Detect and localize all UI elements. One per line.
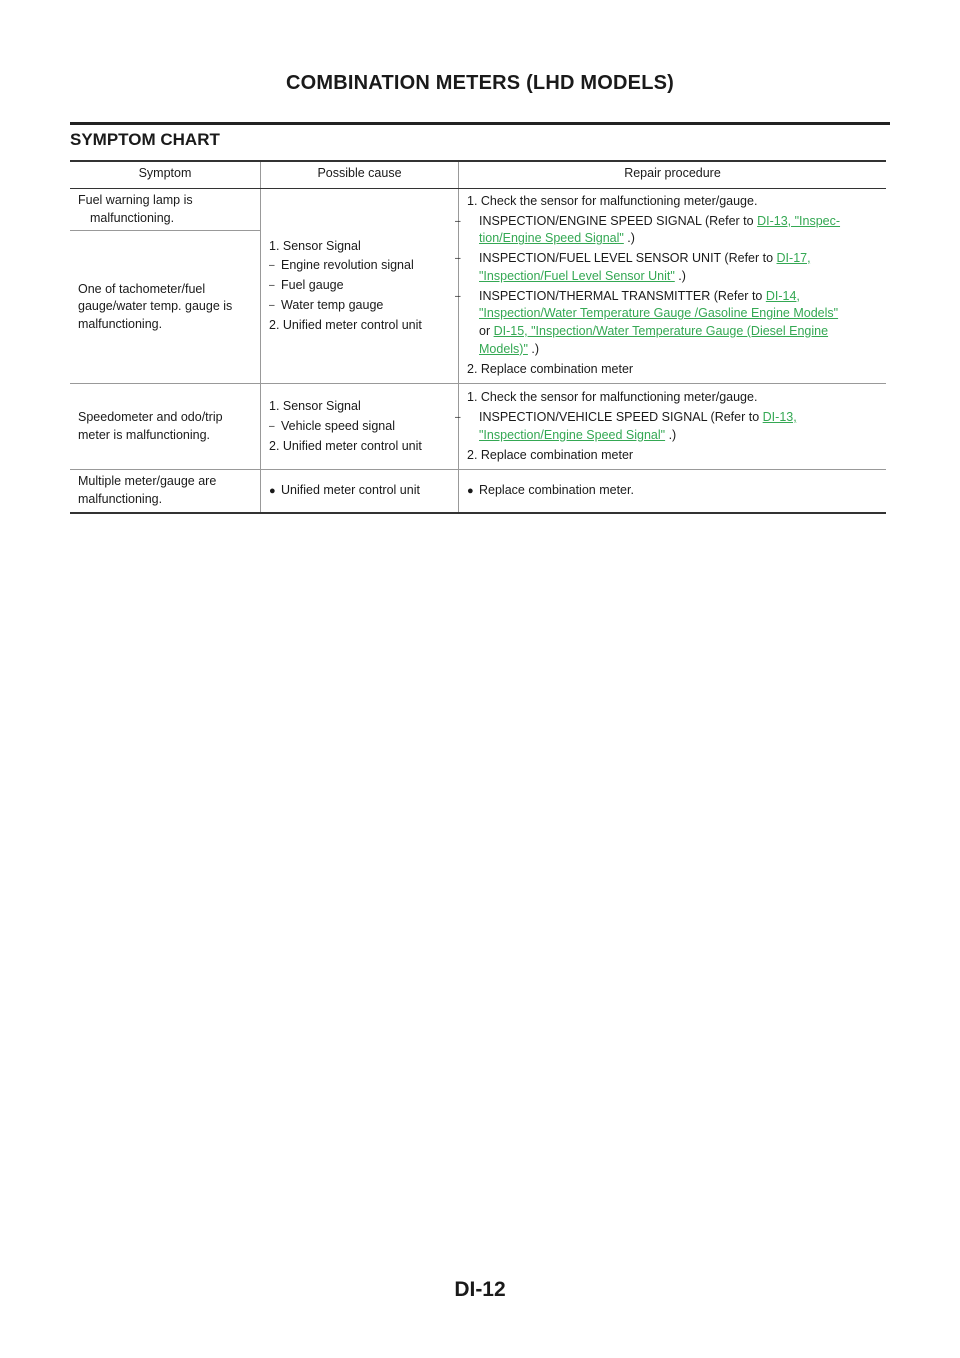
repair-step: 2. Replace combination meter xyxy=(467,361,634,376)
cause-subitem: – Vehicle speed signal xyxy=(269,418,395,433)
table-row xyxy=(70,470,886,513)
reference-link[interactable]: DI-13, xyxy=(762,410,797,424)
symptom-text: One of tachometer/fuel gauge/water temp. gauge is malfunctioning. xyxy=(78,281,233,332)
reference-link[interactable]: Models)" xyxy=(479,341,528,356)
cause-subitem: – Water temp gauge xyxy=(269,297,384,312)
column-header-possible-cause: Possible cause xyxy=(261,161,459,188)
bullet-icon: ● xyxy=(467,485,474,498)
bullet-icon: ● xyxy=(269,485,276,498)
section-title: SYMPTOM CHART xyxy=(70,122,890,150)
page-header-title: COMBINATION METERS (LHD MODELS) xyxy=(285,72,675,94)
reference-link[interactable]: "Inspection/Fuel Level Sensor Unit" xyxy=(479,268,675,283)
possible-cause-cell xyxy=(261,384,459,470)
table-row xyxy=(70,188,886,231)
symptom-text: Multiple meter/gauge are malfunctioning. xyxy=(78,474,217,506)
repair-step: Replace combination meter. xyxy=(479,483,634,498)
reference-link[interactable]: DI-13, "Inspec- xyxy=(757,213,841,228)
dash-icon: – xyxy=(269,299,275,311)
cause-subitem: – Engine revolution signal xyxy=(269,258,414,273)
dash-icon: – xyxy=(455,215,461,227)
repair-step: 1. Check the sensor for malfunctioning meter/gauge. xyxy=(467,390,758,405)
cause-item: Unified meter control unit xyxy=(281,483,420,498)
cause-item: 2. Unified meter control unit xyxy=(269,438,422,453)
cause-item: 1. Sensor Signal xyxy=(269,399,361,414)
dash-icon: – xyxy=(269,280,275,292)
reference-link[interactable]: DI-14, xyxy=(765,288,800,303)
cause-item: 2. Unified meter control unit xyxy=(269,317,422,332)
dash-icon: – xyxy=(455,253,461,264)
repair-substep: – INSPECTION/THERMAL TRANSMITTER (Refer to DI-14, "Inspection/Water Temperature Gauge /Gasoline Engine Models" or DI-15, "Inspection/Water Temperature Gauge (Diesel Engine Models)" .) xyxy=(455,288,839,356)
repair-substep: – INSPECTION/VEHICLE SPEED SIGNAL (Refer to DI-13, "Inspection/Engine Speed Signal" .) xyxy=(455,410,797,442)
symptom-cell xyxy=(70,188,261,231)
symptom-cell xyxy=(70,384,261,470)
table-row xyxy=(70,384,886,470)
reference-link[interactable]: tion/Engine Speed Signal" xyxy=(479,231,624,246)
symptom-chart-table xyxy=(70,160,886,514)
dash-icon: – xyxy=(269,260,275,272)
reference-link[interactable]: "Inspection/Engine Speed Signal" xyxy=(479,427,666,442)
dash-icon: – xyxy=(455,290,461,302)
reference-link[interactable]: DI-15, "Inspection/Water Temperature Gauge (Diesel Engine xyxy=(493,324,829,338)
repair-procedure-cell xyxy=(455,384,887,470)
possible-cause-cell xyxy=(261,188,459,384)
dash-icon: – xyxy=(455,412,461,423)
reference-link[interactable]: "Inspection/Water Temperature Gauge /Gasoline Engine Models" xyxy=(479,306,839,321)
column-header-repair-procedure: Repair procedure xyxy=(459,161,887,188)
column-header-symptom: Symptom xyxy=(70,161,261,188)
cause-item: 1. Sensor Signal xyxy=(269,238,361,253)
page-number: DI-12 xyxy=(454,1278,506,1301)
table-header-row xyxy=(70,161,886,188)
symptom-text: Fuel warning lamp is xyxy=(78,192,193,207)
cause-subitem: – Fuel gauge xyxy=(269,278,344,293)
symptom-text: Speedometer and odo/trip meter is malfunctioning. xyxy=(78,410,223,442)
repair-substep: – INSPECTION/ENGINE SPEED SIGNAL (Refer to DI-13, "Inspec- tion/Engine Speed Signal" .) xyxy=(455,213,841,246)
repair-step: 2. Replace combination meter xyxy=(467,447,634,462)
repair-procedure-cell xyxy=(459,470,887,513)
symptom-cell xyxy=(70,231,261,384)
repair-substep: – INSPECTION/FUEL LEVEL SENSOR UNIT (Refer to DI-17, "Inspection/Fuel Level Sensor Unit" .) xyxy=(455,251,811,283)
reference-link[interactable]: DI-17, xyxy=(776,251,811,265)
symptom-cell xyxy=(70,470,261,513)
symptom-text: malfunctioning. xyxy=(90,210,175,225)
possible-cause-cell xyxy=(261,470,459,513)
repair-procedure-cell xyxy=(455,188,887,384)
repair-step: 1. Check the sensor for malfunctioning meter/gauge. xyxy=(467,193,758,208)
dash-icon: – xyxy=(269,420,275,432)
